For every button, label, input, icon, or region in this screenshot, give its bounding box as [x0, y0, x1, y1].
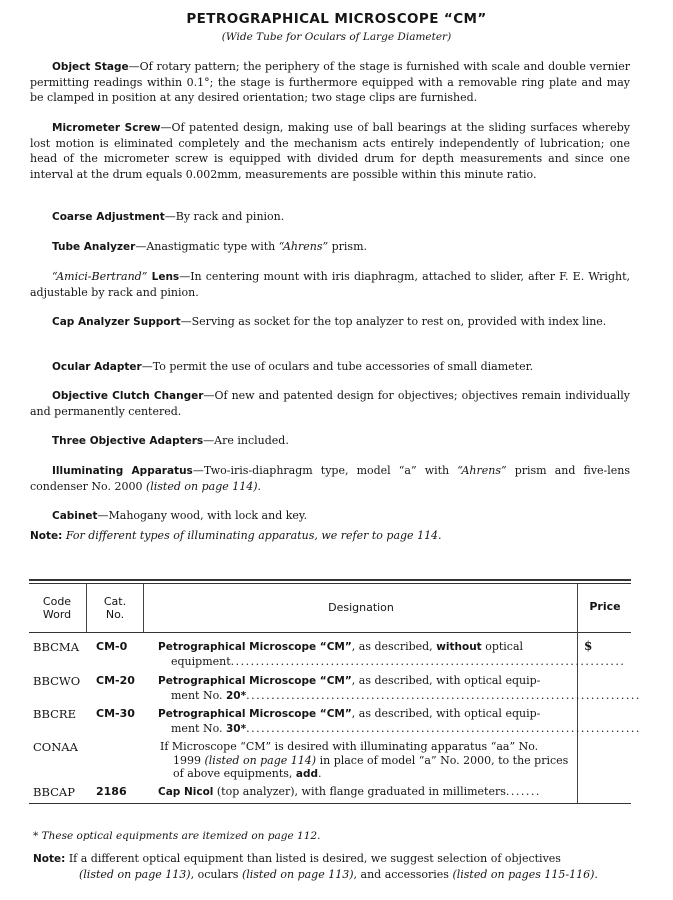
paragraph-object-stage: Object Stage—Of rotary pattern; the periphery of the stage is furnished with scale and double vernier permitting readings within 0.1°; the stage is furthermore equipped with a removable ring plate and may be clamped in position at any desired orientation; two stage clips are furnished. — [30, 60, 630, 105]
paragraph-illuminating-apparatus: Illuminating Apparatus—Two-iris-diaphragm type, model “a” with “Ahrens” prism and five-lens condenser No. 2000 (listed on page 114). — [30, 464, 631, 494]
table-row-code: CONAA — [33, 740, 78, 754]
table-row-cat: CM-30 — [96, 707, 135, 720]
table-row-designation: Petrographical Microscope “CM”, as described, without optical equipment............................................................................... — [158, 640, 626, 668]
table-top-rule — [29, 579, 631, 581]
header-designation: Designation — [328, 601, 394, 614]
paragraph-micrometer-screw: Micrometer Screw—Of patented design, making use of ball bearings at the sliding surfaces whereby lost motion is eliminated completely and the mechanism acts entirely independently of lubrication; one head of the micrometer screw is equipped with divided drum for depth measurements and since one interval at the drum equals 0.002mm, measurements are possible within this minute ratio. — [30, 121, 630, 181]
paragraph-objective-clutch-changer: Objective Clutch Changer—Of new and patented design for objectives; objectives remain individually and permanently centered. — [30, 389, 630, 419]
header-cat-no: Cat. No. — [103, 595, 127, 621]
header-price: Price — [589, 600, 621, 613]
table-top-rule-thin — [29, 583, 631, 584]
table-col-divider-2 — [143, 584, 144, 632]
page-title: PETROGRAPHICAL MICROSCOPE “CM” — [186, 11, 487, 27]
table-row-cat: CM-20 — [96, 674, 135, 687]
header-code-word: Code Word — [42, 595, 72, 621]
table-col-divider-1 — [86, 584, 87, 632]
table-row-designation: Petrographical Microscope “CM”, as described, with optical equip- ment No. 20*............................................................................... — [158, 674, 641, 702]
table-row-designation: Cap Nicol (top analyzer), with flange graduated in millimeters....... — [158, 785, 541, 798]
footnote: * These optical equipments are itemized on page 112. — [33, 830, 321, 842]
dot-leader: ............................................................................... — [230, 654, 626, 668]
price-currency-symbol: $ — [584, 639, 593, 653]
paragraph-tube-analyzer: Tube Analyzer—Anastigmatic type with “Ahrens” prism. — [52, 240, 367, 253]
note-illuminating: Note: For different types of illuminating apparatus, we refer to page 114. — [30, 529, 442, 542]
paragraph-three-objective-adapters: Three Objective Adapters—Are included. — [52, 434, 289, 447]
table-row-designation: Petrographical Microscope “CM”, as described, with optical equip- ment No. 30*............................................................................... — [158, 707, 641, 735]
paragraph-coarse-adjustment: Coarse Adjustment—By rack and pinion. — [52, 210, 285, 223]
dot-leader: ............................................................................... — [246, 721, 641, 735]
dot-leader: ....... — [505, 785, 541, 798]
table-bottom-rule — [29, 803, 631, 804]
table-row-code: BBCMA — [33, 640, 79, 654]
table-row-code: BBCAP — [33, 785, 75, 799]
table-row-cat: CM-0 — [96, 640, 128, 653]
paragraph-cabinet: Cabinet—Mahogany wood, with lock and key. — [52, 509, 308, 522]
note-optical-equipment: Note: If a different optical equipment than listed is desired, we suggest selection of objectives (listed on page 113), oculars (listed on page 113), and accessories (listed on pages 115-116). — [33, 852, 598, 881]
dot-leader: ............................................................................... — [246, 688, 641, 702]
table-header-rule — [29, 632, 631, 633]
table-row-designation: If Microscope “CM” is desired with illuminating apparatus “aa” No. 1999 (listed on page 114) in place of model “a” No. 2000, to the prices of above equipments, add. — [160, 740, 569, 780]
page-subtitle: (Wide Tube for Oculars of Large Diameter) — [221, 31, 452, 43]
paragraph-amici-bertrand-lens: “Amici-Bertrand” Lens—In centering mount with iris diaphragm, attached to slider, after F. E. Wright, adjustable by rack and pinion. — [30, 270, 630, 300]
table-row-cat: 2186 — [96, 785, 127, 798]
table-row-code: BBCRE — [33, 707, 76, 721]
paragraph-cap-analyzer-support: Cap Analyzer Support—Serving as socket for the top analyzer to rest on, provided with index line. — [52, 315, 607, 328]
paragraph-ocular-adapter: Ocular Adapter—To permit the use of oculars and tube accessories of small diameter. — [52, 360, 534, 373]
table-row-code: BBCWO — [33, 674, 81, 688]
